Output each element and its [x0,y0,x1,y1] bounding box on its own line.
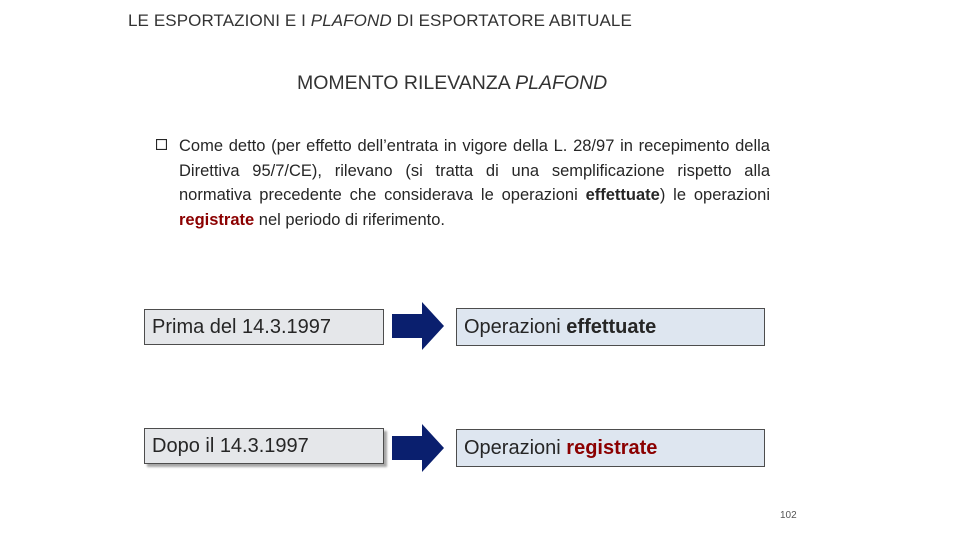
bullet-paragraph [156,134,770,232]
slide-subtitle: MOMENTO RILEVANZA PLAFOND [297,72,608,94]
row-2-result-box: Operazioni registrate [456,429,765,467]
slide-header: LE ESPORTAZIONI E I PLAFOND DI ESPORTATORE ABITUALE [128,11,632,30]
row-1-emph: effettuate [566,316,657,338]
row-2-emph: registrate [566,437,658,459]
row-1-result-box: Operazioni effettuate [456,308,765,346]
row-1-date-box: Prima del 14.3.1997 [144,309,384,345]
bullet-text: Come detto (per effetto dell’entrata in vigore della L. 28/97 in recepimento della Direttiva 95/7/CE), rilevano (si tratta di una semplificazione rispetto alla normativa precedente che considerava le operazioni effettuate) le operazioni registrate nel periodo di riferimento. [179,137,770,229]
bold-word-effettuate: effettuate [585,186,660,204]
row-2-date-box: Dopo il 14.3.1997 [144,428,384,464]
page-number: 102 [780,510,797,521]
red-word-registrate: registrate [179,210,255,229]
right-arrow-icon [392,302,444,350]
right-arrow-icon [392,424,444,472]
checkbox-bullet-icon [156,139,167,150]
